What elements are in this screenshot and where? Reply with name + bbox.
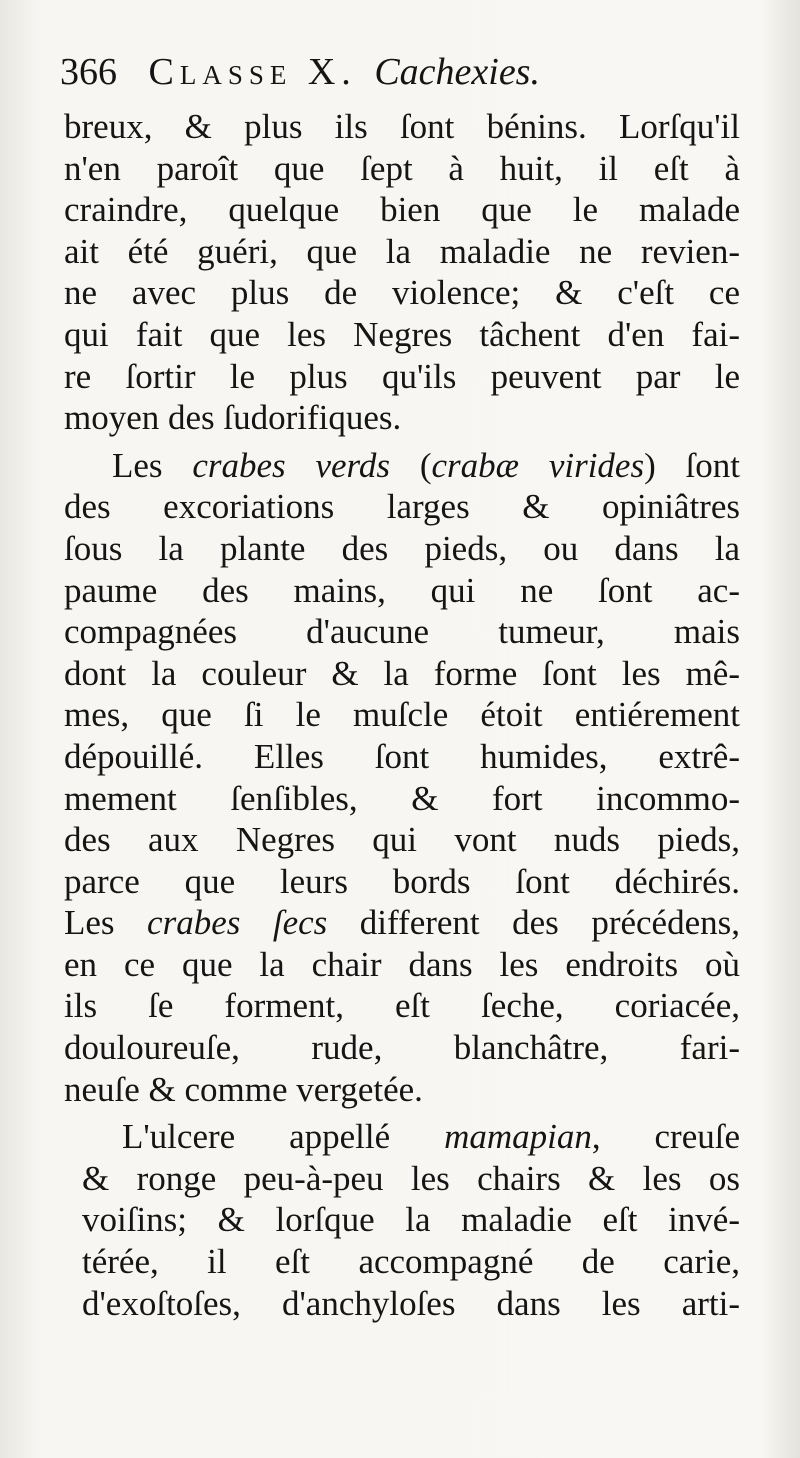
italic-term: crabes ſecs: [147, 903, 328, 943]
text-line: ils ſe forment, eſt ſeche, coriacée,: [64, 986, 740, 1026]
chapter-title: Classe X.: [148, 51, 357, 93]
text-line: ne avec plus de violence; & c'eſt ce: [64, 273, 740, 313]
text-run: Les: [112, 445, 193, 485]
paragraph-1: [64, 106, 740, 439]
text-line: neuſe & comme vergetée.: [64, 1069, 423, 1109]
text-line: moyen des ſudorifiques.: [64, 398, 402, 438]
text-line: [64, 902, 740, 944]
text-line: voiſins; & lorſque la maladie eſt invé-: [82, 1200, 740, 1240]
text-line: craindre, quelque bien que le malade: [64, 190, 740, 230]
text-line: qui fait que les Negres tâchent d'en fai-: [64, 314, 740, 354]
text-run: (: [390, 445, 432, 485]
text-line: & ronge peu-à-peu les chairs & les os: [82, 1158, 740, 1198]
text-run: different des précédens,: [327, 903, 740, 943]
text-line: ait été guéri, que la maladie ne revien-: [64, 231, 740, 271]
italic-term: crabes verds: [192, 445, 391, 485]
text-line: mement ſenſibles, & fort incommo-: [64, 778, 740, 818]
text-run: Les: [64, 903, 148, 943]
paragraph-3: [64, 1116, 740, 1324]
text-line: d'exoſtoſes, d'anchyloſes dans les arti-: [82, 1283, 740, 1323]
text-line: des aux Negres qui vont nuds pieds,: [64, 820, 740, 860]
text-line: breux, & plus ils ſont bénins. Lorſqu'il: [64, 107, 740, 146]
italic-term: crabæ virides: [431, 445, 645, 485]
italic-term: mamapian: [444, 1117, 592, 1157]
text-line: en ce que la chair dans les endroits où: [64, 944, 740, 984]
running-header: [60, 42, 740, 102]
text-line: douloureuſe, rude, blanchâtre, fari-: [64, 1028, 740, 1068]
body-text: [64, 106, 740, 1324]
text-line: compagnées d'aucune tumeur, mais: [64, 612, 740, 652]
text-line: n'en paroît que ſept à huit, il eſt à: [64, 148, 740, 188]
text-line: [64, 445, 740, 487]
text-line: dépouillé. Elles ſont humides, extrê-: [64, 736, 740, 776]
text-run: , creuſe: [591, 1117, 740, 1157]
text-line: mes, que ſi le muſcle étoit entiérement: [64, 695, 740, 735]
paragraph-2: [64, 445, 740, 1111]
text-line: re ſortir le plus qu'ils peuvent par le: [64, 356, 740, 396]
text-line: dont la couleur & la forme ſont les mê-: [64, 653, 740, 693]
text-line: parce que leurs bords ſont déchirés.: [64, 861, 740, 901]
text-line: des excoriations larges & opiniâtres: [64, 487, 740, 527]
text-line: paume des mains, qui ne ſont ac-: [64, 570, 740, 610]
text-line: [64, 1116, 740, 1158]
text-line: térée, il eſt accompagné de carie,: [82, 1242, 740, 1282]
chapter-subtitle: Cachexies.: [374, 51, 540, 93]
text-line: ſous la plante des pieds, ou dans la: [64, 528, 740, 568]
page-number: 366: [60, 51, 117, 93]
text-run: L'ulcere appellé: [122, 1117, 445, 1157]
text-run: ) ſont: [644, 445, 741, 485]
